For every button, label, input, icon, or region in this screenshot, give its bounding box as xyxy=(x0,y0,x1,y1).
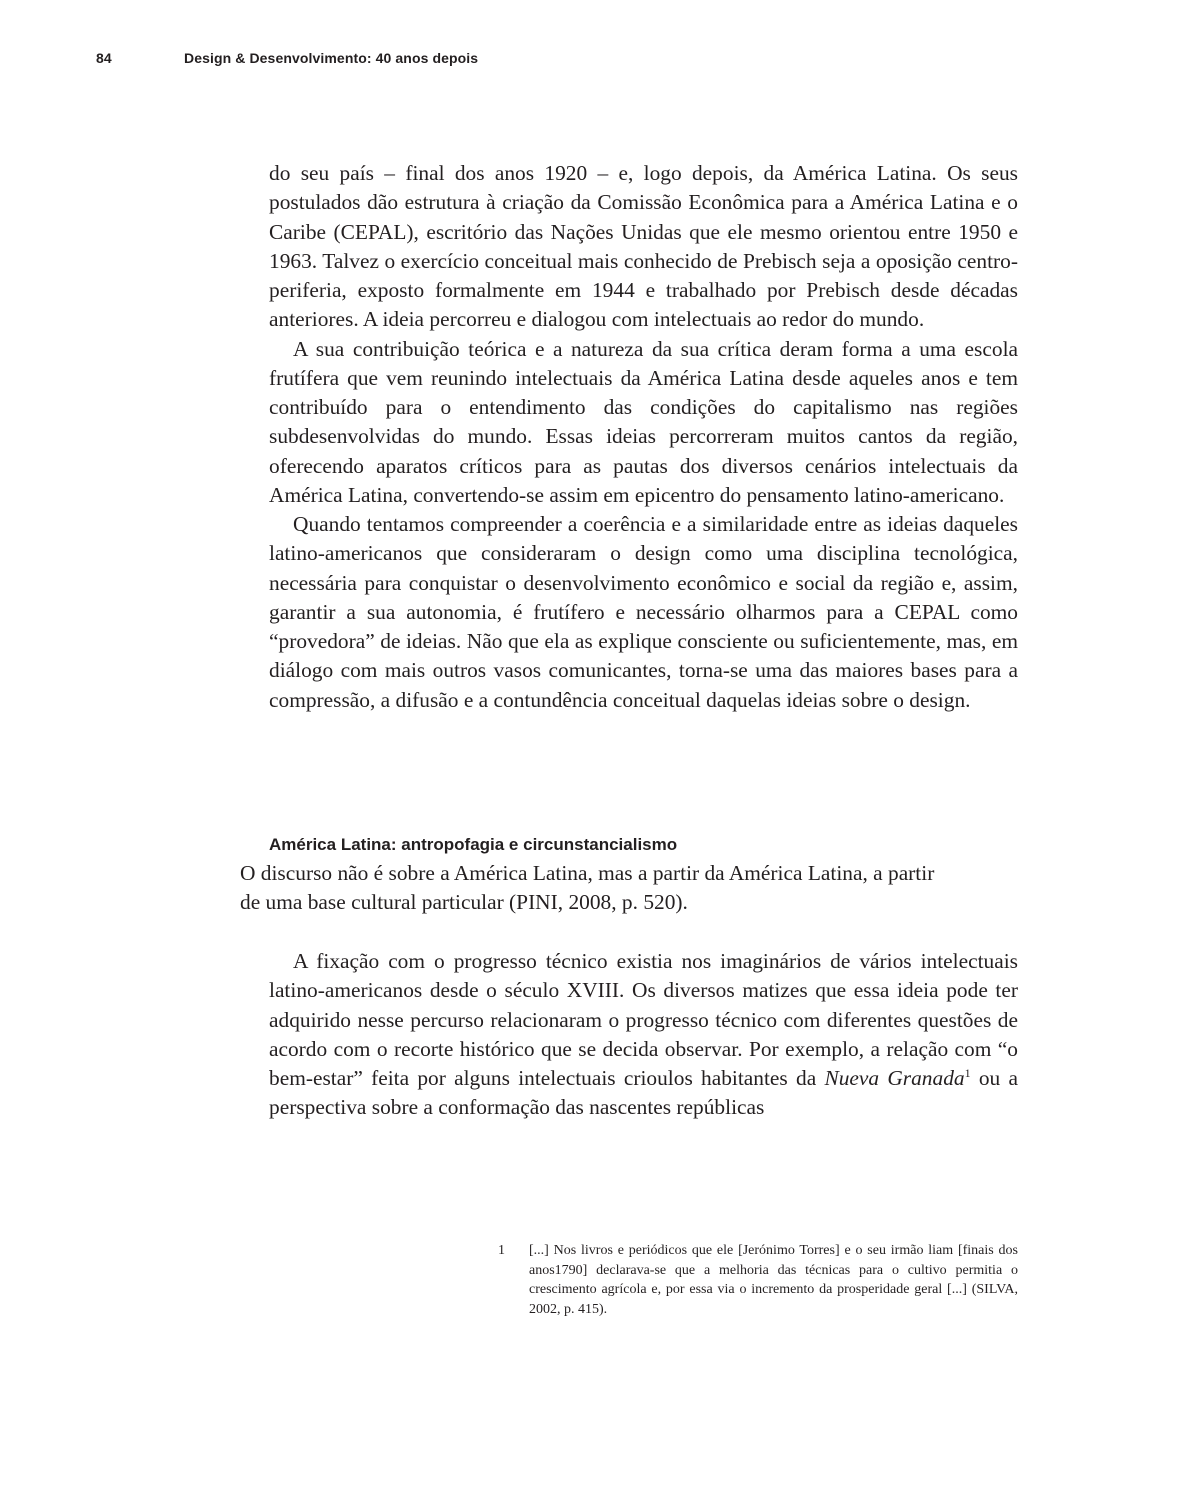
footnote-number: 1 xyxy=(498,1243,505,1258)
paragraph-4-text-before: A fixação com o progresso técnico existia nos imaginários de vários intelectuais latino-americanos desde o século XVIII. Os diversos matizes que essa ideia pode ter adquirido nesse percurso relacionaram o progresso técnico com diferentes questões de acordo com o recorte histórico que se decida observar. Por exemplo, a relação com “o bem-estar” feita por alguns intelectuais crioulos habitantes da xyxy=(269,949,1018,1090)
epigraph-line-1: O discurso não é sobre a América Latina, mas a partir da América Latina, a partir xyxy=(240,861,935,885)
paragraph-3: Quando tentamos compreender a coerência e a similaridade entre as ideias daqueles latino-americanos que consideraram o design como uma disciplina tecnológica, necessária para conquistar o desenvolvimento econômico e social da região e, assim, garantir a sua autonomia, é frutífero e necessário olharmos para a CEPAL como “provedora” de ideias. Não que ela as explique consciente ou suficientemente, mas, em diálogo com mais outros vasos comunicantes, torna-se uma das maiores bases para a compressão, a difusão e a contundência conceitual daquelas ideias sobre o design. xyxy=(269,512,1018,712)
footnote-text: [...] Nos livros e periódicos que ele [Jerónimo Torres] e o seu irmão liam [finais dos anos1790] declarava-se que a melhoria das técnicas para o cultivo permitia o crescimento agrícola e, por essa via o incremento da prosperidade geral [...] (SILVA, 2002, p. 415). xyxy=(529,1243,1018,1317)
body-text-block-1 xyxy=(269,159,1018,715)
running-header xyxy=(96,50,478,66)
body-text-block-2 xyxy=(269,947,1018,1123)
paragraph-4 xyxy=(269,947,1018,1123)
footnote-reference-marker[interactable]: 1 xyxy=(964,1065,971,1080)
epigraph-quote xyxy=(240,859,1000,918)
italic-term-nueva-granada: Nueva Granada xyxy=(824,1066,965,1090)
section-heading: América Latina: antropofagia e circunstancialismo xyxy=(269,835,678,854)
paragraph-2: A sua contribuição teórica e a natureza da sua crítica deram forma a uma escola frutífera que vem reunindo intelectuais da América Latina desde aqueles anos e tem contribuído para o entendimento das condições do capitalismo nas regiões subdesenvolvidas do mundo. Essas ideias percorreram muitos cantos da região, oferecendo aparatos críticos para as pautas dos diversos cenários intelectuais da América Latina, convertendo-se assim em epicentro do pensamento latino-americano. xyxy=(269,336,1018,507)
paragraph-4-text-after: ou a perspectiva sobre a conformação das nascentes repúblicas xyxy=(269,1066,1018,1120)
paragraph-1: do seu país – final dos anos 1920 – e, logo depois, da América Latina. Os seus postulados dão estrutura à criação da Comissão Econômica para a América Latina e o Caribe (CEPAL), escritório das Nações Unidas que ele mesmo orientou entre 1950 e 1963. Talvez o exercício conceitual mais conhecido de Prebisch seja a oposição centro-periferia, exposto formalmente em 1944 e trabalhado por Prebisch desde décadas anteriores. A ideia percorreu e dialogou com intelectuais ao redor do mundo. xyxy=(269,161,1018,332)
footnote xyxy=(498,1241,1018,1319)
book-title: Design & Desenvolvimento: 40 anos depois xyxy=(184,50,479,66)
epigraph-line-2: de uma base cultural particular (PINI, 2008, p. 520). xyxy=(240,890,688,915)
page-number: 84 xyxy=(96,50,112,66)
